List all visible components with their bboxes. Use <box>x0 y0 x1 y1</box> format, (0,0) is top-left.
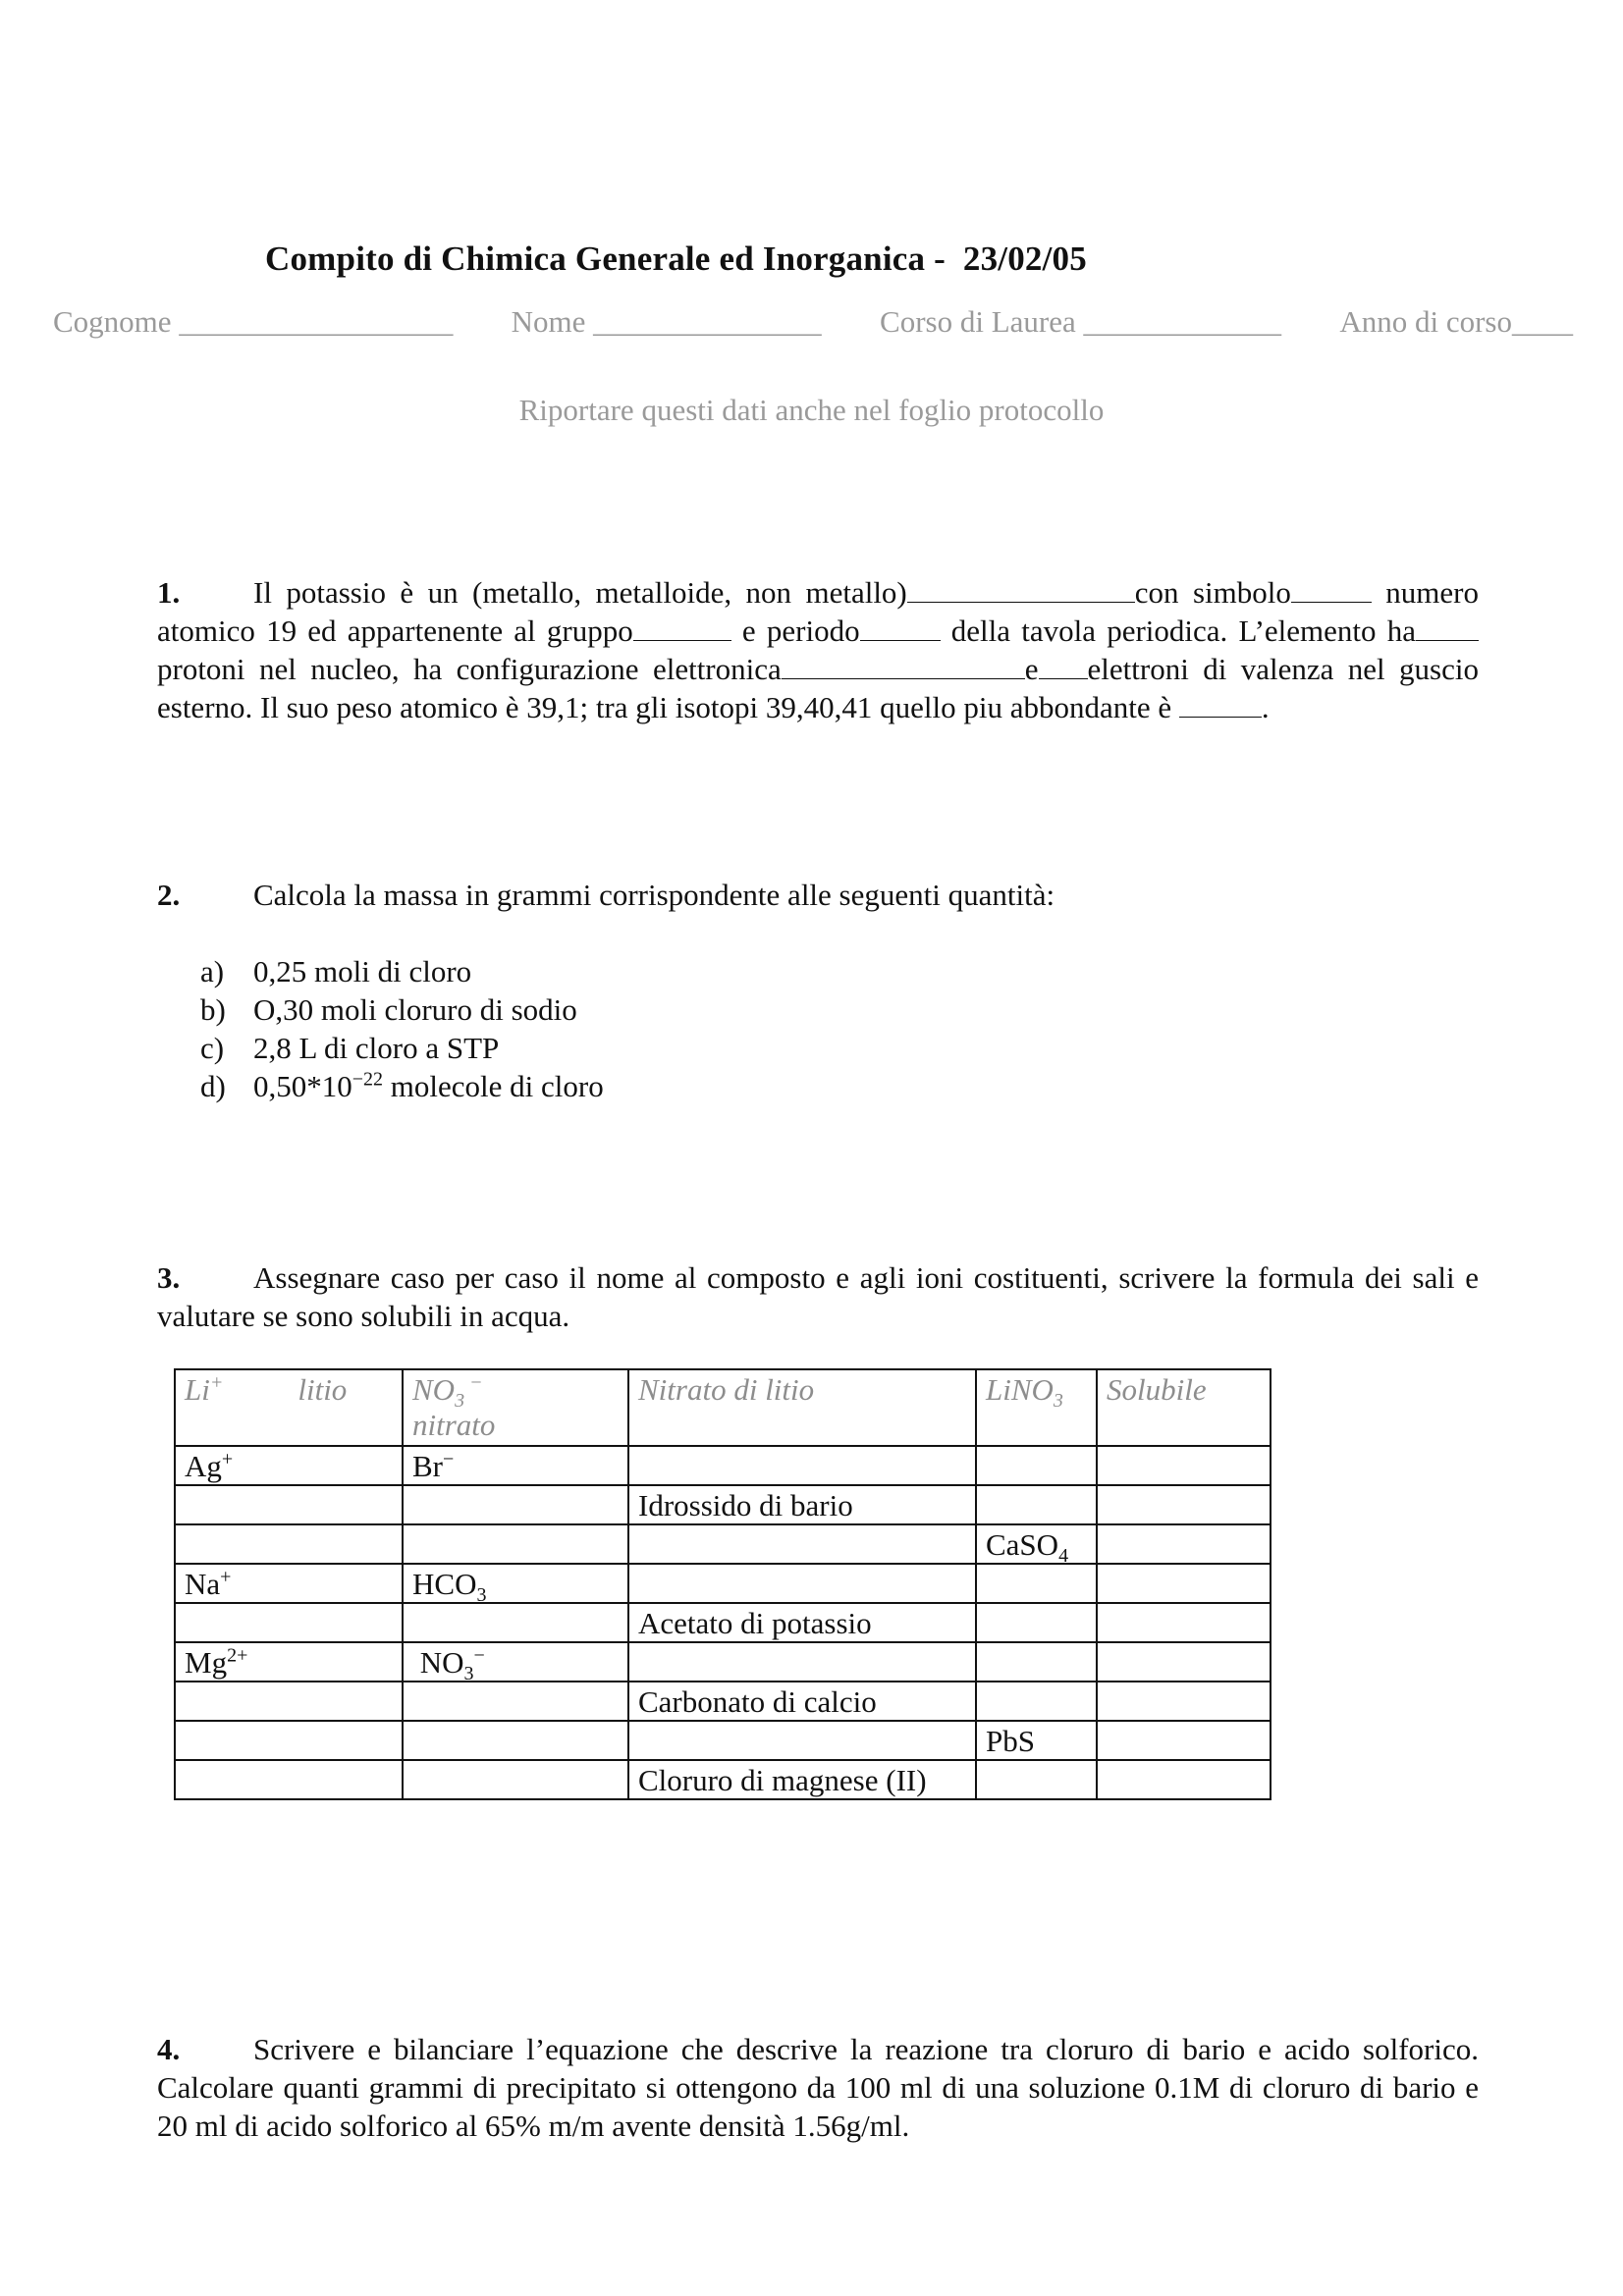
cell-cation[interactable]: Na+ <box>175 1564 403 1603</box>
question-4-text: Scrivere e bilanciare l’equazione che descrive la reazione tra cloruro di bario e acido solforico. Calcolare quanti grammi di precipitato si ottengono da 100 ml di una soluzione 0.1M di cloruro di bario e 20 ml di acido solforico al 65% m/m avente densità 1.56g/ml. <box>157 2032 1479 2143</box>
table-row <box>175 1446 1271 1485</box>
q1-text-5: della tavola periodica. <box>940 614 1228 648</box>
cell-formula[interactable] <box>976 1485 1097 1524</box>
q1-text-1: Il potassio è un (metallo, metalloide, non metallo) <box>253 575 907 610</box>
cell-anion[interactable] <box>403 1682 628 1721</box>
cell-compound-name[interactable] <box>628 1642 976 1682</box>
item-label: a) <box>200 954 225 988</box>
q1-blank-type[interactable] <box>907 576 1135 603</box>
cell-solubility: Solubile <box>1097 1369 1271 1446</box>
q1-blank-symbol[interactable] <box>1291 576 1372 603</box>
question-1-number: 1. <box>157 575 181 610</box>
cell-solubility[interactable] <box>1097 1564 1271 1603</box>
list-item <box>200 952 604 990</box>
student-id-fields <box>53 304 1573 340</box>
question-2-prompt: Calcola la massa in grammi corrispondente alle seguenti quantità: <box>253 878 1055 912</box>
cell-compound-name: Cloruro di magnese (II) <box>628 1760 976 1799</box>
list-item <box>200 1067 604 1105</box>
item-exponent: −22 <box>352 1068 384 1091</box>
surname-blank: __________________ <box>179 304 454 339</box>
q1-text-6: L’elemento ha <box>1238 614 1416 648</box>
cell-cation: Li+ litio <box>175 1369 403 1446</box>
table-row <box>175 1760 1271 1799</box>
cell-cation[interactable] <box>175 1603 403 1642</box>
cell-compound-name[interactable] <box>628 1524 976 1564</box>
q1-text-10: di valenza nel guscio esterno. Il suo peso atomico è 39,1; tra gli isotopi 39,40,41 quello piu abbondante è <box>157 652 1479 724</box>
list-item <box>200 1029 604 1067</box>
q1-text-3: numero atomico 19 ed appartenente al gruppo <box>157 575 1479 648</box>
q1-text-11: . <box>1261 690 1270 724</box>
cell-solubility[interactable] <box>1097 1721 1271 1760</box>
course-year-label: Anno di corso <box>1339 304 1512 339</box>
item-text: 2,8 L di cloro a STP <box>253 1031 500 1065</box>
question-2-items <box>200 952 604 1105</box>
cell-cation[interactable] <box>175 1760 403 1799</box>
cell-formula[interactable] <box>976 1682 1097 1721</box>
cell-formula[interactable] <box>976 1760 1097 1799</box>
q1-blank-isotope[interactable] <box>1179 691 1262 718</box>
cell-solubility[interactable] <box>1097 1485 1271 1524</box>
item-text: O,30 moli cloruro di sodio <box>253 992 577 1027</box>
cell-compound-name: Carbonato di calcio <box>628 1682 976 1721</box>
item-text: 0,25 moli di cloro <box>253 954 472 988</box>
surname-field[interactable] <box>53 304 453 340</box>
q1-blank-period[interactable] <box>860 614 941 641</box>
q1-text-8: e <box>1024 652 1039 686</box>
q1-blank-configuration[interactable] <box>782 653 1025 679</box>
cell-compound-name[interactable] <box>628 1564 976 1603</box>
course-year-blank: ____ <box>1511 304 1573 339</box>
question-1 <box>157 573 1479 726</box>
table-row <box>175 1564 1271 1603</box>
exam-title: Compito di Chimica Generale ed Inorganica - 23/02/05 <box>265 240 1087 278</box>
cell-cation[interactable] <box>175 1524 403 1564</box>
item-text-base: 0,50*10 <box>253 1069 352 1103</box>
list-item <box>200 990 604 1029</box>
cell-cation[interactable] <box>175 1721 403 1760</box>
surname-label: Cognome <box>53 304 172 339</box>
item-label: d) <box>200 1069 226 1103</box>
cell-cation[interactable]: $Mg^{2+}$ <box>175 1642 403 1682</box>
cell-formula: CaSO$_4$ <box>976 1524 1097 1564</box>
name-field[interactable] <box>512 304 822 340</box>
instruction-note: Riportare questi dati anche nel foglio protocollo <box>518 393 1105 427</box>
question-4-number: 4. <box>157 2032 181 2066</box>
q1-text-2: con simbolo <box>1134 575 1291 610</box>
q1-text-4: e periodo <box>730 614 860 648</box>
cell-cation[interactable] <box>175 1485 403 1524</box>
cell-formula[interactable] <box>976 1564 1097 1603</box>
cell-anion[interactable]: $HCO_3$ <box>403 1564 628 1603</box>
cell-compound-name: Idrossido di bario <box>628 1485 976 1524</box>
cell-formula[interactable] <box>976 1603 1097 1642</box>
item-label: c) <box>200 1031 225 1065</box>
item-text-rest: molecole di cloro <box>383 1069 604 1103</box>
cell-anion[interactable] <box>403 1603 628 1642</box>
salts-table <box>174 1368 1271 1800</box>
cell-cation[interactable] <box>175 1682 403 1721</box>
question-2-number: 2. <box>157 878 181 912</box>
cell-anion[interactable] <box>403 1485 628 1524</box>
q1-blank-protons[interactable] <box>1416 614 1479 641</box>
question-3 <box>157 1258 1479 1335</box>
cell-formula: LiNO$_3$ <box>976 1369 1097 1446</box>
name-label: Nome <box>511 304 586 339</box>
cell-anion[interactable]: Br− <box>403 1446 628 1485</box>
table-row <box>175 1603 1271 1642</box>
cell-solubility[interactable] <box>1097 1524 1271 1564</box>
table-row <box>175 1682 1271 1721</box>
degree-course-field[interactable] <box>880 304 1281 340</box>
question-3-prompt: Assegnare caso per caso il nome al composto e agli ioni costituenti, scrivere la formula dei sali e valutare se sono solubili in acqua. <box>157 1260 1479 1333</box>
cell-solubility[interactable] <box>1097 1642 1271 1682</box>
cell-solubility[interactable] <box>1097 1603 1271 1642</box>
cell-formula[interactable] <box>976 1642 1097 1682</box>
cell-compound-name: Nitrato di litio <box>628 1369 976 1446</box>
cell-anion: $NO_3$ − nitrato <box>403 1369 628 1446</box>
cell-compound-name: Acetato di potassio <box>628 1603 976 1642</box>
cell-solubility[interactable] <box>1097 1446 1271 1485</box>
table-row <box>175 1721 1271 1760</box>
q1-text-7: protoni nel nucleo, ha configurazione elettronica <box>157 652 782 686</box>
item-label: b) <box>200 992 226 1027</box>
q1-blank-group[interactable] <box>633 614 731 641</box>
degree-course-label: Corso di Laurea <box>880 304 1076 339</box>
cell-anion[interactable]: $NO_3^-$ <box>403 1642 628 1682</box>
cell-anion[interactable] <box>403 1760 628 1799</box>
table-row <box>175 1642 1271 1682</box>
cell-solubility[interactable] <box>1097 1760 1271 1799</box>
q1-blank-valence[interactable] <box>1039 653 1088 679</box>
table-row <box>175 1485 1271 1524</box>
cell-anion[interactable] <box>403 1721 628 1760</box>
cell-solubility[interactable] <box>1097 1682 1271 1721</box>
question-3-number: 3. <box>157 1260 181 1295</box>
cell-formula: PbS <box>976 1721 1097 1760</box>
cell-compound-name[interactable] <box>628 1721 976 1760</box>
question-4 <box>157 2030 1479 2145</box>
cell-anion[interactable] <box>403 1524 628 1564</box>
course-year-field[interactable] <box>1339 304 1573 340</box>
name-blank: _______________ <box>593 304 822 339</box>
question-2 <box>157 876 1479 914</box>
cell-cation[interactable]: Ag+ <box>175 1446 403 1485</box>
table-row-example <box>175 1369 1271 1446</box>
q1-text-9: elettroni <box>1087 652 1189 686</box>
table-row <box>175 1524 1271 1564</box>
cell-formula[interactable] <box>976 1446 1097 1485</box>
degree-course-blank: _____________ <box>1083 304 1281 339</box>
cell-compound-name[interactable] <box>628 1446 976 1485</box>
